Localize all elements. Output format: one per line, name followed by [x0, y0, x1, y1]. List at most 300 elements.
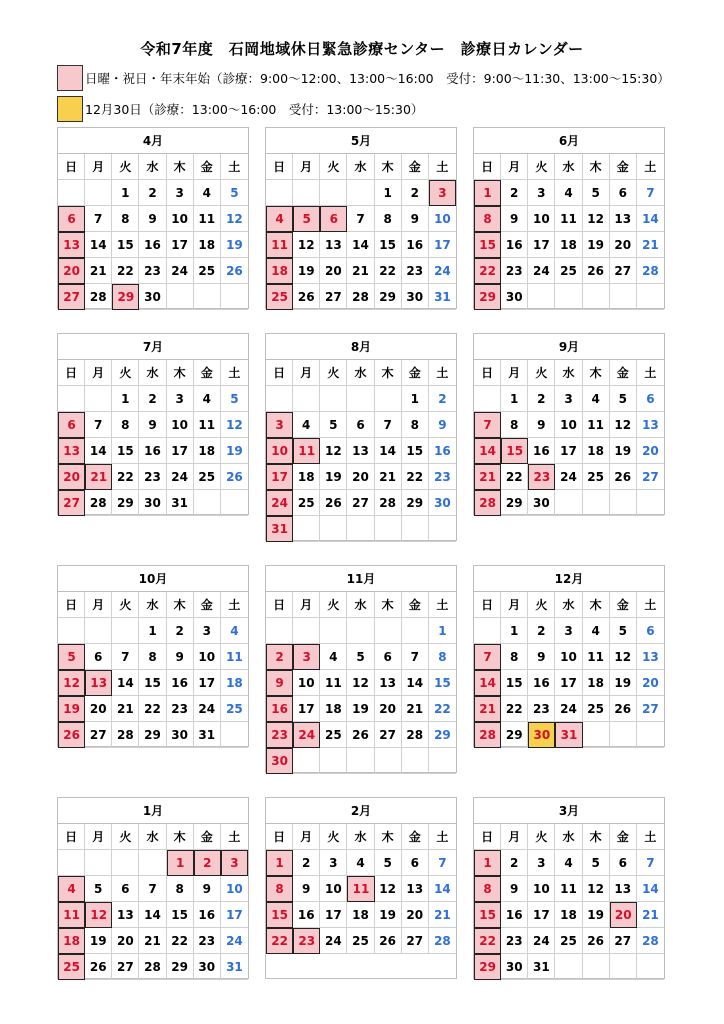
month-calendar [57, 797, 249, 979]
day-cell: 19 [320, 464, 347, 490]
weekday-header: 火 [112, 824, 139, 850]
day-cell: 5 [85, 876, 112, 902]
weekday-header: 火 [112, 592, 139, 618]
day-cell: 11 [583, 644, 610, 670]
month-calendar [265, 797, 457, 979]
day-cell: 30 [501, 954, 528, 980]
day-cell: 28 [112, 722, 139, 748]
day-cell: 8 [501, 412, 528, 438]
day-cell: 30 [139, 490, 166, 516]
empty-cell [347, 516, 374, 542]
empty-cell [347, 180, 374, 206]
day-cell-holiday: 21 [474, 464, 501, 490]
weekday-header: 木 [167, 360, 194, 386]
day-cell: 6 [347, 412, 374, 438]
day-cell: 14 [375, 438, 402, 464]
day-cell: 9 [139, 206, 166, 232]
weekday-header: 日 [266, 360, 293, 386]
day-cell: 18 [347, 902, 374, 928]
day-cell: 22 [429, 696, 456, 722]
month-calendar [57, 333, 249, 515]
weekday-header: 火 [112, 360, 139, 386]
day-cell: 2 [429, 386, 456, 412]
day-cell-holiday: 3 [293, 644, 320, 670]
day-cell: 21 [112, 696, 139, 722]
day-cell: 12 [583, 876, 610, 902]
weekday-header: 水 [347, 360, 374, 386]
empty-cell [402, 748, 429, 774]
day-cell-holiday: 22 [266, 928, 293, 954]
page-title: 令和7年度 石岡地域休日緊急診療センター 診療日カレンダー [140, 40, 584, 58]
weekday-header: 月 [293, 360, 320, 386]
day-cell: 3 [555, 618, 582, 644]
day-cell: 10 [555, 412, 582, 438]
empty-cell [583, 284, 610, 310]
month-day-grid [266, 154, 456, 310]
empty-cell [375, 386, 402, 412]
day-cell: 27 [112, 954, 139, 980]
day-cell: 17 [528, 902, 555, 928]
day-cell: 7 [85, 412, 112, 438]
day-cell-holiday: 23 [528, 464, 555, 490]
day-cell-holiday: 15 [474, 232, 501, 258]
day-cell: 9 [167, 644, 194, 670]
day-cell: 7 [637, 180, 664, 206]
weekday-header: 月 [293, 154, 320, 180]
day-cell: 6 [637, 386, 664, 412]
empty-cell [221, 490, 248, 516]
weekday-header: 火 [320, 824, 347, 850]
day-cell-holiday: 31 [266, 516, 293, 542]
day-cell: 22 [167, 928, 194, 954]
day-cell-holiday: 1 [474, 180, 501, 206]
day-cell: 24 [167, 258, 194, 284]
day-cell: 8 [112, 206, 139, 232]
empty-cell [221, 284, 248, 310]
day-cell: 7 [139, 876, 166, 902]
day-cell: 25 [221, 696, 248, 722]
weekday-header: 木 [583, 824, 610, 850]
day-cell: 14 [637, 876, 664, 902]
day-cell: 22 [501, 464, 528, 490]
day-cell: 9 [139, 412, 166, 438]
day-cell: 16 [429, 438, 456, 464]
day-cell: 2 [528, 618, 555, 644]
day-cell: 5 [583, 850, 610, 876]
day-cell: 4 [293, 412, 320, 438]
month-title: 1月 [58, 798, 248, 824]
day-cell: 12 [320, 438, 347, 464]
day-cell-holiday: 24 [293, 722, 320, 748]
weekday-header: 水 [139, 154, 166, 180]
day-cell: 10 [429, 206, 456, 232]
weekday-header: 木 [583, 154, 610, 180]
day-cell: 27 [637, 696, 664, 722]
month-day-grid [266, 592, 456, 774]
day-cell: 3 [167, 386, 194, 412]
day-cell: 26 [221, 464, 248, 490]
day-cell: 22 [112, 258, 139, 284]
day-cell: 2 [501, 180, 528, 206]
day-cell: 13 [320, 232, 347, 258]
weekday-header: 土 [429, 824, 456, 850]
day-cell: 11 [194, 412, 221, 438]
day-cell: 4 [583, 386, 610, 412]
legend-special-text: 12月30日（診療：13:00～16:00 受付：13:00～15:30） [85, 102, 424, 117]
day-cell: 19 [221, 232, 248, 258]
day-cell: 9 [528, 412, 555, 438]
day-cell-holiday: 7 [474, 644, 501, 670]
weekday-header: 木 [375, 154, 402, 180]
day-cell: 28 [402, 722, 429, 748]
day-cell: 24 [528, 928, 555, 954]
day-cell: 13 [637, 644, 664, 670]
day-cell: 13 [610, 206, 637, 232]
day-cell: 28 [85, 490, 112, 516]
day-cell: 20 [637, 438, 664, 464]
empty-cell [610, 490, 637, 516]
day-cell: 24 [221, 928, 248, 954]
empty-cell [266, 386, 293, 412]
empty-cell [402, 618, 429, 644]
day-cell: 23 [402, 258, 429, 284]
weekday-header: 水 [555, 592, 582, 618]
weekday-header: 水 [139, 592, 166, 618]
day-cell: 17 [221, 902, 248, 928]
weekday-header: 木 [375, 592, 402, 618]
day-cell: 7 [347, 206, 374, 232]
day-cell: 4 [583, 618, 610, 644]
day-cell: 14 [112, 670, 139, 696]
day-cell: 13 [347, 438, 374, 464]
day-cell-holiday: 4 [58, 876, 85, 902]
day-cell: 3 [167, 180, 194, 206]
day-cell: 10 [528, 876, 555, 902]
empty-cell [320, 748, 347, 774]
day-cell: 11 [555, 876, 582, 902]
weekday-header: 日 [474, 824, 501, 850]
day-cell-holiday: 6 [320, 206, 347, 232]
day-cell-holiday: 20 [58, 464, 85, 490]
day-cell: 14 [139, 902, 166, 928]
day-cell: 10 [221, 876, 248, 902]
month-title: 2月 [266, 798, 456, 824]
day-cell: 23 [139, 464, 166, 490]
day-cell: 6 [610, 850, 637, 876]
day-cell-holiday: 20 [58, 258, 85, 284]
day-cell: 24 [167, 464, 194, 490]
day-cell: 3 [528, 180, 555, 206]
day-cell: 30 [139, 284, 166, 310]
weekday-header: 火 [528, 154, 555, 180]
day-cell: 1 [501, 618, 528, 644]
day-cell: 16 [293, 902, 320, 928]
weekday-header: 土 [637, 824, 664, 850]
day-cell-holiday: 29 [474, 284, 501, 310]
day-cell: 8 [139, 644, 166, 670]
day-cell: 14 [347, 232, 374, 258]
day-cell: 15 [402, 438, 429, 464]
empty-cell [347, 618, 374, 644]
day-cell: 25 [347, 928, 374, 954]
day-cell-holiday: 22 [474, 928, 501, 954]
day-cell: 20 [610, 232, 637, 258]
empty-cell [637, 954, 664, 980]
day-cell: 10 [320, 876, 347, 902]
day-cell: 28 [429, 928, 456, 954]
weekday-header: 土 [429, 154, 456, 180]
day-cell: 20 [347, 464, 374, 490]
day-cell: 16 [194, 902, 221, 928]
day-cell: 6 [637, 618, 664, 644]
empty-cell [293, 748, 320, 774]
empty-cell [293, 618, 320, 644]
weekday-header: 木 [167, 824, 194, 850]
weekday-header: 金 [194, 360, 221, 386]
day-cell: 21 [347, 258, 374, 284]
day-cell-holiday: 16 [266, 696, 293, 722]
weekday-header: 水 [139, 824, 166, 850]
weekday-header: 日 [474, 360, 501, 386]
day-cell: 18 [221, 670, 248, 696]
empty-cell [555, 284, 582, 310]
weekday-header: 水 [555, 154, 582, 180]
day-cell: 12 [610, 644, 637, 670]
day-cell: 10 [167, 412, 194, 438]
day-cell-special: 30 [528, 722, 555, 748]
day-cell: 11 [320, 670, 347, 696]
day-cell-holiday: 1 [266, 850, 293, 876]
month-title: 5月 [266, 128, 456, 154]
empty-cell [610, 284, 637, 310]
weekday-header: 水 [347, 592, 374, 618]
empty-cell [293, 386, 320, 412]
day-cell-holiday: 17 [266, 464, 293, 490]
legend-holiday-swatch [57, 65, 83, 91]
day-cell: 26 [320, 490, 347, 516]
day-cell: 23 [194, 928, 221, 954]
day-cell: 22 [139, 696, 166, 722]
day-cell: 20 [637, 670, 664, 696]
day-cell-holiday: 26 [58, 722, 85, 748]
day-cell: 4 [194, 386, 221, 412]
month-calendar [265, 127, 457, 309]
day-cell: 24 [555, 696, 582, 722]
day-cell: 9 [402, 206, 429, 232]
month-day-grid [474, 360, 664, 516]
day-cell: 4 [221, 618, 248, 644]
weekday-header: 金 [402, 824, 429, 850]
day-cell-holiday: 29 [112, 284, 139, 310]
day-cell: 26 [583, 258, 610, 284]
day-cell: 1 [501, 386, 528, 412]
day-cell: 29 [402, 490, 429, 516]
day-cell: 7 [112, 644, 139, 670]
weekday-header: 火 [320, 154, 347, 180]
day-cell: 23 [139, 258, 166, 284]
empty-cell [293, 180, 320, 206]
day-cell: 14 [402, 670, 429, 696]
day-cell: 16 [139, 232, 166, 258]
weekday-header: 月 [293, 592, 320, 618]
weekday-header: 金 [194, 824, 221, 850]
month-day-grid [58, 824, 248, 980]
weekday-header: 金 [610, 824, 637, 850]
month-day-grid [266, 824, 456, 954]
day-cell: 1 [112, 386, 139, 412]
empty-cell [429, 516, 456, 542]
empty-cell [583, 490, 610, 516]
empty-cell [474, 618, 501, 644]
day-cell: 18 [583, 670, 610, 696]
weekday-header: 金 [610, 154, 637, 180]
day-cell: 20 [402, 902, 429, 928]
weekday-header: 日 [58, 154, 85, 180]
day-cell: 17 [429, 232, 456, 258]
day-cell: 31 [167, 490, 194, 516]
day-cell: 20 [85, 696, 112, 722]
month-title: 3月 [474, 798, 664, 824]
weekday-header: 火 [528, 592, 555, 618]
empty-cell [375, 618, 402, 644]
day-cell-holiday: 11 [347, 876, 374, 902]
day-cell: 18 [320, 696, 347, 722]
month-title: 4月 [58, 128, 248, 154]
legend-special-swatch [57, 96, 83, 122]
month-calendar [57, 127, 249, 309]
day-cell: 15 [501, 670, 528, 696]
day-cell: 2 [167, 618, 194, 644]
day-cell: 27 [610, 258, 637, 284]
day-cell: 28 [347, 284, 374, 310]
day-cell: 11 [194, 206, 221, 232]
empty-cell [266, 180, 293, 206]
month-day-grid [266, 360, 456, 542]
day-cell: 24 [194, 696, 221, 722]
day-cell: 1 [402, 386, 429, 412]
weekday-header: 日 [474, 154, 501, 180]
day-cell: 5 [221, 386, 248, 412]
day-cell: 30 [528, 490, 555, 516]
day-cell: 3 [194, 618, 221, 644]
weekday-header: 土 [637, 154, 664, 180]
day-cell: 10 [293, 670, 320, 696]
weekday-header: 土 [221, 360, 248, 386]
day-cell: 23 [167, 696, 194, 722]
day-cell: 4 [194, 180, 221, 206]
weekday-header: 月 [85, 592, 112, 618]
day-cell: 2 [139, 180, 166, 206]
day-cell-holiday: 6 [58, 412, 85, 438]
day-cell: 30 [402, 284, 429, 310]
legend-holiday-text: 日曜・祝日・年末年始（診療：9:00～12:00、13:00～16:00 受付：9:00～11:30、13:00～15:30） [85, 71, 670, 86]
day-cell: 14 [429, 876, 456, 902]
day-cell: 20 [112, 928, 139, 954]
day-cell: 22 [501, 696, 528, 722]
day-cell: 9 [194, 876, 221, 902]
day-cell: 17 [555, 670, 582, 696]
day-cell-holiday: 19 [58, 696, 85, 722]
weekday-header: 火 [528, 824, 555, 850]
day-cell-holiday: 31 [555, 722, 582, 748]
day-cell-holiday: 11 [58, 902, 85, 928]
day-cell: 9 [293, 876, 320, 902]
legend-holiday [57, 65, 670, 91]
day-cell-holiday: 29 [474, 954, 501, 980]
day-cell-holiday: 1 [474, 850, 501, 876]
weekday-header: 金 [402, 360, 429, 386]
weekday-header: 月 [501, 824, 528, 850]
empty-cell [528, 284, 555, 310]
day-cell: 6 [85, 644, 112, 670]
empty-cell [85, 180, 112, 206]
day-cell-holiday: 2 [266, 644, 293, 670]
day-cell: 7 [85, 206, 112, 232]
weekday-header: 金 [194, 592, 221, 618]
day-cell: 24 [320, 928, 347, 954]
day-cell: 16 [501, 902, 528, 928]
day-cell: 10 [528, 206, 555, 232]
month-day-grid [58, 592, 248, 748]
empty-cell [58, 850, 85, 876]
day-cell: 6 [402, 850, 429, 876]
day-cell: 5 [583, 180, 610, 206]
day-cell: 4 [347, 850, 374, 876]
weekday-header: 木 [167, 154, 194, 180]
empty-cell [58, 180, 85, 206]
day-cell-holiday: 2 [194, 850, 221, 876]
day-cell: 9 [501, 876, 528, 902]
weekday-header: 月 [85, 154, 112, 180]
day-cell: 15 [375, 232, 402, 258]
day-cell: 23 [501, 258, 528, 284]
weekday-header: 金 [194, 154, 221, 180]
day-cell-holiday: 13 [58, 438, 85, 464]
empty-cell [112, 618, 139, 644]
day-cell: 25 [555, 258, 582, 284]
day-cell-holiday: 7 [474, 412, 501, 438]
weekday-header: 木 [583, 360, 610, 386]
day-cell: 12 [610, 412, 637, 438]
day-cell: 8 [429, 644, 456, 670]
day-cell: 14 [637, 206, 664, 232]
day-cell: 28 [637, 258, 664, 284]
day-cell: 5 [320, 412, 347, 438]
day-cell: 25 [194, 464, 221, 490]
weekday-header: 木 [167, 592, 194, 618]
day-cell: 24 [555, 464, 582, 490]
day-cell: 17 [167, 438, 194, 464]
day-cell: 26 [610, 464, 637, 490]
day-cell: 8 [167, 876, 194, 902]
weekday-header: 月 [85, 360, 112, 386]
day-cell: 10 [555, 644, 582, 670]
empty-cell [194, 284, 221, 310]
day-cell: 5 [610, 618, 637, 644]
month-day-grid [474, 592, 664, 748]
day-cell: 2 [139, 386, 166, 412]
month-title: 12月 [474, 566, 664, 592]
day-cell-holiday: 4 [266, 206, 293, 232]
day-cell: 9 [501, 206, 528, 232]
day-cell: 4 [320, 644, 347, 670]
day-cell: 20 [375, 696, 402, 722]
day-cell: 17 [293, 696, 320, 722]
day-cell-holiday: 1 [167, 850, 194, 876]
weekday-header: 日 [474, 592, 501, 618]
day-cell: 26 [583, 928, 610, 954]
day-cell-holiday: 13 [58, 232, 85, 258]
